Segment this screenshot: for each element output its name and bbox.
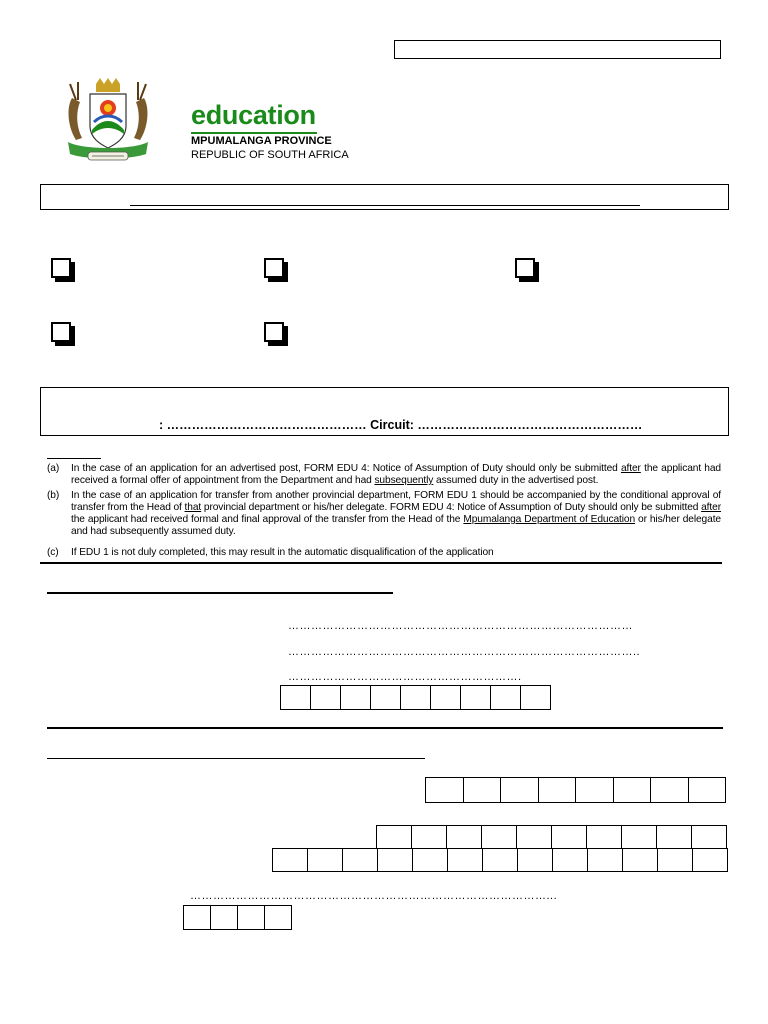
- input-cell[interactable]: [520, 685, 551, 710]
- input-cell[interactable]: [210, 905, 238, 930]
- input-cell[interactable]: [447, 848, 483, 872]
- input-cell[interactable]: [430, 685, 461, 710]
- republic-label: REPUBLIC OF SOUTH AFRICA: [191, 149, 349, 161]
- input-cell[interactable]: [692, 848, 728, 872]
- form-title-line: [130, 205, 640, 206]
- input-cell[interactable]: [490, 685, 521, 710]
- dotted-field-1[interactable]: ………………………………………………………………………………: [288, 620, 633, 632]
- input-cell[interactable]: [446, 825, 482, 849]
- note-a-label: (a): [47, 463, 60, 474]
- input-cell[interactable]: [340, 685, 371, 710]
- input-cell[interactable]: [370, 685, 401, 710]
- option-checkbox-5[interactable]: [264, 322, 284, 342]
- note-a-text: In the case of an application for an advertised post, FORM EDU 4: Notice of Assumption of Duty should only be submitted after the applicant had received a formal offer of appointment from the Department and had subsequently assumed duty in the advertised post.: [71, 463, 721, 486]
- input-cell[interactable]: [272, 848, 308, 872]
- brand-underline: [191, 132, 317, 134]
- input-cell[interactable]: [377, 848, 413, 872]
- coat-of-arms-icon: [62, 78, 154, 166]
- cell-group-5: [183, 905, 292, 930]
- note-b-text: In the case of an application for transfer from another provincial department, FORM EDU 1 should be accompanied by the conditional approval of transfer from the Head of that provincial department or his/her delegate. FORM EDU 4: Notice of Assumption of Duty should only be submitted after the applicant had received formal and final approval of the transfer from the Head of the Mpumalanga Department of Education or his/her delegate and had subsequently assumed duty.: [71, 490, 721, 537]
- dotted-field-4[interactable]: …………………………………………………………………………………...: [190, 890, 558, 902]
- brand-title: education: [191, 100, 316, 130]
- input-cell[interactable]: [411, 825, 447, 849]
- input-cell[interactable]: [656, 825, 692, 849]
- input-cell[interactable]: [500, 777, 539, 803]
- cell-group-4: [272, 848, 728, 872]
- input-cell[interactable]: [587, 848, 623, 872]
- circuit-dots[interactable]: ………………………………………………: [417, 418, 643, 432]
- input-cell[interactable]: [621, 825, 657, 849]
- option-checkbox-3[interactable]: [515, 258, 535, 278]
- input-cell[interactable]: [460, 685, 491, 710]
- input-cell[interactable]: [586, 825, 622, 849]
- office-colon: :: [159, 418, 164, 432]
- note-b: [47, 490, 721, 546]
- office-circuit-box: [40, 387, 729, 436]
- option-checkbox-4[interactable]: [51, 322, 71, 342]
- input-cell[interactable]: [650, 777, 689, 803]
- input-cell[interactable]: [575, 777, 614, 803]
- input-cell[interactable]: [237, 905, 265, 930]
- input-cell[interactable]: [481, 825, 517, 849]
- cell-group-3: [376, 825, 727, 849]
- province-label: MPUMALANGA PROVINCE: [191, 135, 332, 147]
- input-cell[interactable]: [551, 825, 587, 849]
- input-cell[interactable]: [183, 905, 211, 930]
- input-cell[interactable]: [400, 685, 431, 710]
- input-cell[interactable]: [412, 848, 448, 872]
- input-cell[interactable]: [516, 825, 552, 849]
- cell-group-1: [280, 685, 551, 710]
- input-cell[interactable]: [613, 777, 652, 803]
- input-cell[interactable]: [307, 848, 343, 872]
- input-cell[interactable]: [310, 685, 341, 710]
- input-cell[interactable]: [688, 777, 727, 803]
- note-c: [47, 547, 721, 560]
- office-circuit-row: [159, 418, 642, 432]
- cell-group-2: [425, 777, 726, 803]
- input-cell[interactable]: [622, 848, 658, 872]
- section-b-heading-line: [47, 758, 425, 759]
- note-c-label: (c): [47, 547, 59, 558]
- section-a-heading-line: [47, 592, 393, 594]
- input-cell[interactable]: [463, 777, 502, 803]
- circuit-label: Circuit:: [370, 418, 414, 432]
- input-cell[interactable]: [482, 848, 518, 872]
- input-cell[interactable]: [657, 848, 693, 872]
- input-cell[interactable]: [552, 848, 588, 872]
- dotted-field-3[interactable]: …………………………………………………….: [288, 671, 522, 683]
- office-dots[interactable]: …………………………………………: [166, 418, 367, 432]
- notes-heading-line: [47, 458, 101, 459]
- note-b-label: (b): [47, 490, 60, 501]
- input-cell[interactable]: [425, 777, 464, 803]
- input-cell[interactable]: [342, 848, 378, 872]
- section-divider: [47, 727, 723, 729]
- form-title-box: [40, 184, 729, 210]
- input-cell[interactable]: [691, 825, 727, 849]
- option-checkbox-1[interactable]: [51, 258, 71, 278]
- dotted-field-2[interactable]: ………………………………………………………………………………..: [288, 646, 641, 658]
- input-cell[interactable]: [538, 777, 577, 803]
- note-a: [47, 463, 721, 489]
- input-cell[interactable]: [280, 685, 311, 710]
- input-cell[interactable]: [517, 848, 553, 872]
- input-cell[interactable]: [376, 825, 412, 849]
- input-cell[interactable]: [264, 905, 292, 930]
- notes-bottom-rule: [40, 562, 722, 564]
- reference-number-box[interactable]: [394, 40, 721, 59]
- note-c-text: If EDU 1 is not duly completed, this may result in the automatic disqualification of the application: [71, 547, 494, 558]
- option-checkbox-2[interactable]: [264, 258, 284, 278]
